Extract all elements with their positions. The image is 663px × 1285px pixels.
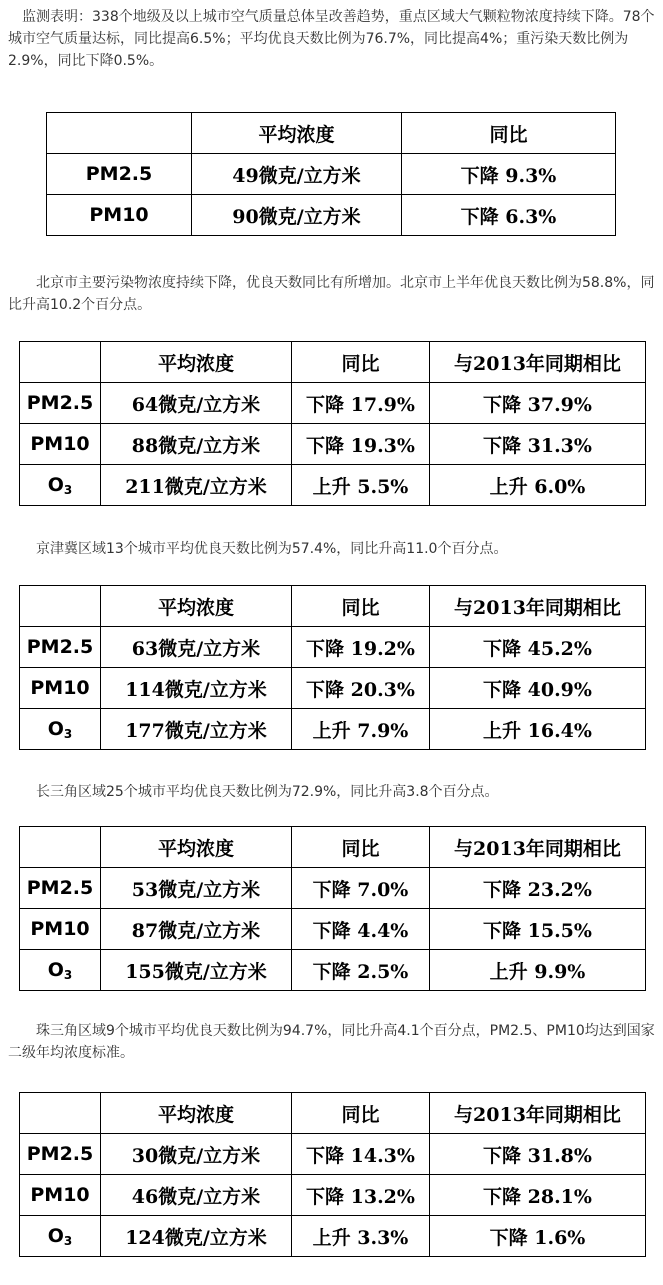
pollutant-pm25: PM2.5 <box>20 1134 101 1175</box>
yangtze-summary-text: 长三角区域25个城市平均优良天数比例为72.9%，同比升高3.8个百分点。 <box>8 784 499 800</box>
table-header-row <box>20 1093 646 1134</box>
table-header-row <box>20 586 646 627</box>
table-header-row <box>20 342 646 383</box>
header-vs2013: 与2013年同期相比 <box>430 586 646 627</box>
jingjinji-summary-text: 京津冀区域13个城市平均优良天数比例为57.4%，同比升高11.0个百分点。 <box>8 541 508 557</box>
concentration-value: 49微克/立方米 <box>192 154 402 195</box>
concentration-value: 63微克/立方米 <box>101 627 292 668</box>
yoy-value: 上升 5.5% <box>292 465 430 506</box>
concentration-value: 53微克/立方米 <box>101 868 292 909</box>
pollutant-pm10: PM10 <box>20 909 101 950</box>
header-concentration: 平均浓度 <box>101 1093 292 1134</box>
table-row <box>20 950 646 991</box>
o3-subscript: 3 <box>63 726 73 741</box>
yoy-value: 上升 3.3% <box>292 1216 430 1257</box>
beijing-summary-text: 北京市主要污染物浓度持续下降，优良天数同比有所增加。北京市上半年优良天数比例为58.8%，同比升高10.2个百分点。 <box>8 275 655 313</box>
pollutant-o3 <box>20 1216 101 1257</box>
header-concentration: 平均浓度 <box>101 827 292 868</box>
header-concentration: 平均浓度 <box>101 342 292 383</box>
vs2013-value: 上升 6.0% <box>430 465 646 506</box>
vs2013-value: 下降 40.9% <box>430 668 646 709</box>
yoy-value: 上升 7.9% <box>292 709 430 750</box>
concentration-value: 124微克/立方米 <box>101 1216 292 1257</box>
table-row <box>47 195 616 236</box>
pollutant-pm25: PM2.5 <box>20 383 101 424</box>
concentration-value: 46微克/立方米 <box>101 1175 292 1216</box>
vs2013-value: 下降 37.9% <box>430 383 646 424</box>
vs2013-value: 下降 31.3% <box>430 424 646 465</box>
concentration-value: 177微克/立方米 <box>101 709 292 750</box>
table-row <box>20 465 646 506</box>
header-yoy: 同比 <box>402 113 616 154</box>
yoy-value: 下降 2.5% <box>292 950 430 991</box>
yoy-value: 下降 19.2% <box>292 627 430 668</box>
yangtze-table <box>19 826 646 991</box>
table-header-row <box>47 113 616 154</box>
header-empty-cell <box>47 113 192 154</box>
pearl-table <box>19 1092 646 1257</box>
header-vs2013: 与2013年同期相比 <box>430 1093 646 1134</box>
vs2013-value: 下降 23.2% <box>430 868 646 909</box>
table-row <box>20 1175 646 1216</box>
pollutant-pm25: PM2.5 <box>20 627 101 668</box>
header-vs2013: 与2013年同期相比 <box>430 827 646 868</box>
concentration-value: 88微克/立方米 <box>101 424 292 465</box>
table-row <box>20 709 646 750</box>
yoy-value: 下降 19.3% <box>292 424 430 465</box>
pollutant-pm25: PM2.5 <box>20 868 101 909</box>
o3-subscript: 3 <box>63 482 73 497</box>
concentration-value: 114微克/立方米 <box>101 668 292 709</box>
beijing-table <box>19 341 646 506</box>
jingjinji-table <box>19 585 646 750</box>
table-row <box>20 1216 646 1257</box>
yoy-value: 下降 14.3% <box>292 1134 430 1175</box>
header-yoy: 同比 <box>292 342 430 383</box>
o3-subscript: 3 <box>63 1233 73 1248</box>
o3-symbol: O <box>47 1224 64 1247</box>
header-empty-cell <box>20 1093 101 1134</box>
o3-symbol: O <box>47 473 64 496</box>
table-row <box>20 424 646 465</box>
pollutant-pm25: PM2.5 <box>47 154 192 195</box>
table-row <box>20 627 646 668</box>
concentration-value: 155微克/立方米 <box>101 950 292 991</box>
table-row <box>20 868 646 909</box>
pollutant-pm10: PM10 <box>20 668 101 709</box>
table-row <box>20 668 646 709</box>
national-summary-text: 监测表明：338个地级及以上城市空气质量总体呈改善趋势，重点区域大气颗粒物浓度持续下降。78个城市空气质量达标，同比提高6.5%；平均优良天数比例为76.7%，同比提高4%；重污染天数比例为2.9%，同比下降0.5%。 <box>8 9 655 69</box>
o3-subscript: 3 <box>63 967 73 982</box>
header-concentration: 平均浓度 <box>101 586 292 627</box>
table-row <box>20 909 646 950</box>
yoy-value: 下降 20.3% <box>292 668 430 709</box>
table-row <box>20 1134 646 1175</box>
concentration-value: 90微克/立方米 <box>192 195 402 236</box>
table-row <box>47 154 616 195</box>
pearl-summary-text: 珠三角区域9个城市平均优良天数比例为94.7%，同比升高4.1个百分点，PM2.5、PM10均达到国家二级年均浓度标准。 <box>8 1023 655 1061</box>
vs2013-value: 下降 31.8% <box>430 1134 646 1175</box>
o3-symbol: O <box>47 717 64 740</box>
header-empty-cell <box>20 342 101 383</box>
vs2013-value: 下降 28.1% <box>430 1175 646 1216</box>
o3-symbol: O <box>47 958 64 981</box>
pollutant-pm10: PM10 <box>20 424 101 465</box>
header-empty-cell <box>20 586 101 627</box>
pollutant-pm10: PM10 <box>47 195 192 236</box>
pollutant-o3 <box>20 950 101 991</box>
yoy-value: 下降 7.0% <box>292 868 430 909</box>
header-empty-cell <box>20 827 101 868</box>
table-header-row <box>20 827 646 868</box>
header-yoy: 同比 <box>292 827 430 868</box>
vs2013-value: 下降 45.2% <box>430 627 646 668</box>
national-table <box>46 112 616 236</box>
yoy-value: 下降 6.3% <box>402 195 616 236</box>
table-row <box>20 383 646 424</box>
vs2013-value: 下降 15.5% <box>430 909 646 950</box>
concentration-value: 211微克/立方米 <box>101 465 292 506</box>
vs2013-value: 上升 9.9% <box>430 950 646 991</box>
header-yoy: 同比 <box>292 1093 430 1134</box>
header-yoy: 同比 <box>292 586 430 627</box>
yoy-value: 下降 9.3% <box>402 154 616 195</box>
pollutant-pm10: PM10 <box>20 1175 101 1216</box>
yoy-value: 下降 17.9% <box>292 383 430 424</box>
vs2013-value: 上升 16.4% <box>430 709 646 750</box>
concentration-value: 87微克/立方米 <box>101 909 292 950</box>
header-concentration: 平均浓度 <box>192 113 402 154</box>
pollutant-o3 <box>20 709 101 750</box>
yoy-value: 下降 4.4% <box>292 909 430 950</box>
concentration-value: 64微克/立方米 <box>101 383 292 424</box>
yoy-value: 下降 13.2% <box>292 1175 430 1216</box>
vs2013-value: 下降 1.6% <box>430 1216 646 1257</box>
concentration-value: 30微克/立方米 <box>101 1134 292 1175</box>
header-vs2013: 与2013年同期相比 <box>430 342 646 383</box>
pollutant-o3 <box>20 465 101 506</box>
